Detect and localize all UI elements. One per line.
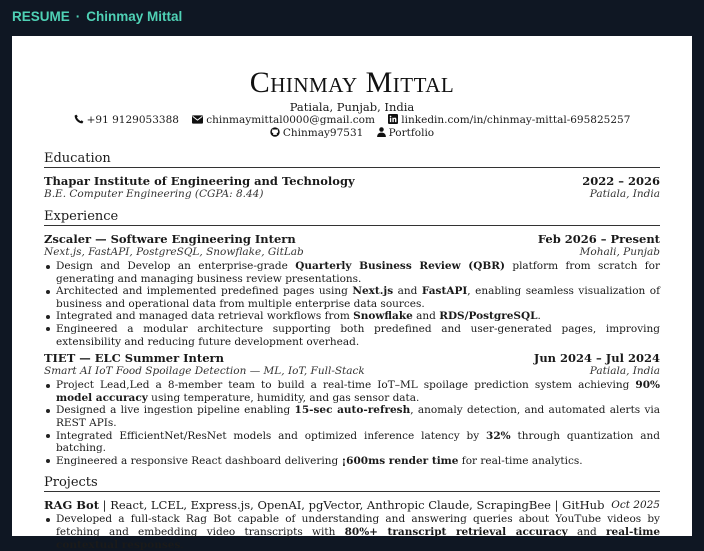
github-icon [270,127,280,137]
phone-icon [74,114,84,124]
bullet-item: Architected and implemented predefined pages using Next.js and FastAPI, enabling seamless visualization of business and operational data from multiple enterprise data sources. [56,285,660,310]
degree: B.E. Computer Engineering (CGPA: 8.44) [44,188,264,200]
bullet-list [44,379,660,467]
education-dates: 2022 – 2026 [582,174,660,188]
bullet-item: Engineered a modular architecture supporting both predefined and user-generated pages, improving extensibility and reducing future development overhead. [56,322,660,348]
linkedin-icon [388,114,398,124]
linkedin-text: linkedin.com/in/chinmay-mittal-695825257 [401,114,631,126]
github-contact[interactable] [270,127,363,139]
project-date: Oct 2025 [611,499,660,512]
bullet-item: Project Lead,Led a 8-member team to build a real-time IoT–ML spoilage prediction system achieving 90% model accuracy using temperature, humidity, and gas sensor data. [56,379,660,404]
project-tech: | React, LCEL, Express.js, OpenAI, pgVector, Anthropic Claude, ScrapingBee | GitHub [99,498,605,513]
email-contact[interactable] [192,114,375,126]
job-subtitle: Smart AI IoT Food Spoilage Detection — ML, IoT, Full-Stack [44,365,365,378]
job-subtitle: Next.js, FastAPI, PostgreSQL, Snowflake, GitLab [44,246,304,258]
resume-location: Patiala, Punjab, India [289,100,415,114]
education-entry [44,174,660,201]
experience-heading: Experience [44,209,660,226]
resume-page [12,36,692,551]
portfolio-text: Portfolio [388,127,435,139]
email-text: chinmaymittal0000@gmail.com [206,114,375,126]
topbar-label: RESUME [12,9,70,24]
project-entry-ragbot [44,498,660,551]
bullet-list [44,260,660,348]
github-text: Chinmay97531 [282,127,364,139]
experience-entry-zscaler [44,232,660,348]
bullet-item: Integrated EfficientNet/ResNet models and optimized inference latency by 32% through quantization and batching. [56,429,660,455]
envelope-icon [192,115,203,124]
bullet-list [44,513,660,551]
linkedin-contact[interactable] [388,114,630,126]
school-name: Thapar Institute of Engineering and Technology [44,174,355,188]
bullet-item: Integrated and managed data retrieval workflows from Snowflake and RDS/PostgreSQL. [56,310,660,323]
bullet-item: Engineered a responsive React dashboard delivering ¡600ms render time for real-time analytics. [56,455,660,468]
contact-line [44,114,660,140]
topbar-separator: · [75,9,81,24]
phone-text: +91 9129053388 [86,114,179,126]
job-place: Patiala, India [589,365,660,378]
job-title: TIET — ELC Summer Intern [44,351,224,366]
experience-entry-tiet [44,351,660,467]
job-dates: Feb 2026 – Present [537,232,660,246]
job-place: Mohali, Punjab [579,246,660,258]
project-name: RAG Bot [44,498,100,513]
topbar-owner: Chinmay Mittal [86,9,183,24]
bullet-item: Developed a full-stack Rag Bot capable of understanding and answering queries about YouTube videos by fetching and embedding video transcripts with 80%+ transcript retrieval accuracy and real-time contextual responses. [56,513,661,551]
bullet-item: Designed a live ingestion pipeline enabling 15-sec auto-refresh, anomaly detection, and automated alerts via REST APIs. [56,404,661,429]
bullet-item: Design and Develop an enterprise-grade Quarterly Business Review (QBR) platform from scratch for generating and managing business review presentations. [56,260,660,285]
job-dates: Jun 2024 – Jul 2024 [533,351,660,366]
portfolio-contact[interactable] [377,127,434,139]
phone-contact[interactable] [74,114,179,126]
education-heading: Education [44,151,660,168]
topbar [12,9,182,27]
job-title: Zscaler — Software Engineering Intern [44,232,296,246]
education-place: Patiala, India [589,188,660,200]
resume-name: Chinmay Mittal [249,66,455,99]
person-icon [377,127,386,137]
projects-heading: Projects [44,475,660,492]
